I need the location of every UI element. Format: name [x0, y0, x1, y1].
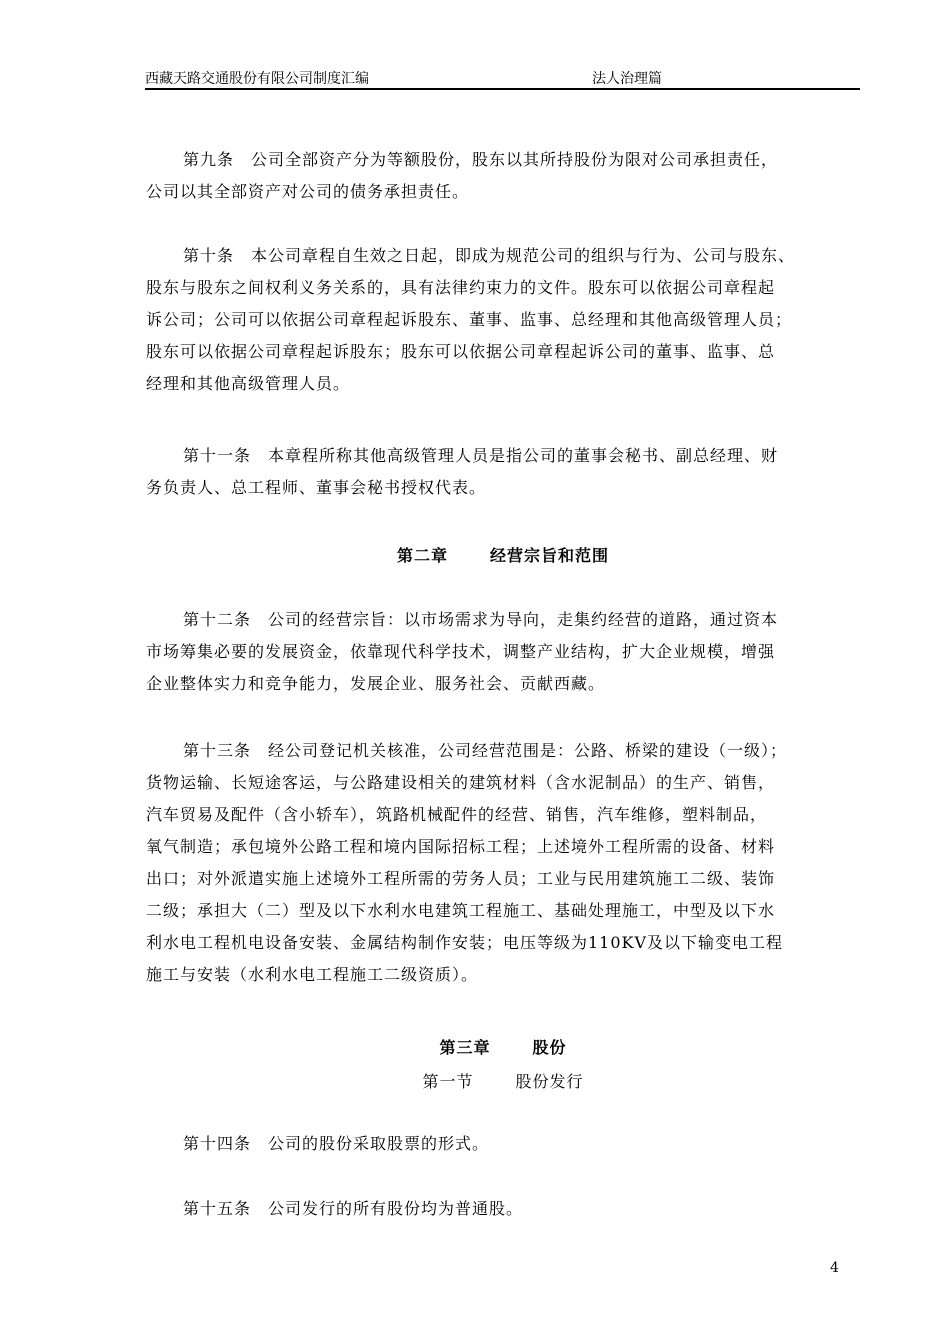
- section-1-number: 第一节: [422, 1072, 474, 1091]
- article-14-line: 第十四条 公司的股份采取股票的形式。: [183, 1134, 490, 1153]
- article-10-line: 股东与股东之间权利义务关系的，具有法律约束力的文件。股东可以依据公司章程起: [146, 278, 776, 297]
- page-header: [145, 68, 860, 90]
- article-10-line: 诉公司；公司可以依据公司章程起诉股东、董事、监事、总经理和其他高级管理人员；: [146, 310, 793, 329]
- article-10: [146, 240, 860, 400]
- article-11-line: 第十一条 本章程所称其他高级管理人员是指公司的董事会秘书、副总经理、财: [183, 446, 779, 465]
- chapter-3-title: 股份: [532, 1038, 567, 1057]
- article-13-line: 二级；承担大（二）型及以下水利水电建筑工程施工、基础处理施工，中型及以下水: [146, 901, 776, 920]
- article-15-line: 第十五条 公司发行的所有股份均为普通股。: [183, 1199, 524, 1218]
- article-10-line: 经理和其他高级管理人员。: [146, 374, 351, 393]
- article-12-line: 企业整体实力和竞争能力，发展企业、服务社会、贡献西藏。: [146, 674, 606, 693]
- chapter-2-number: 第二章: [396, 546, 448, 565]
- chapter-3-heading: [146, 1035, 860, 1058]
- article-13-line: 利水电工程机电设备安装、金属结构制作安装；电压等级为110KV及以下输变电工程: [146, 933, 784, 952]
- article-9: [146, 144, 860, 208]
- article-12-line: 市场筹集必要的发展资金，依靠现代科学技术，调整产业结构，扩大企业规模，增强: [146, 642, 776, 661]
- article-13-line: 出口；对外派遣实施上述境外工程所需的劳务人员；工业与民用建筑施工二级、装饰: [146, 869, 776, 888]
- article-12-line: 第十二条 公司的经营宗旨：以市场需求为导向，走集约经营的道路，通过资本: [183, 610, 779, 629]
- article-11-line: 务负责人、总工程师、董事会秘书授权代表。: [146, 478, 487, 497]
- article-13-line: 货物运输、长短途客运，与公路建设相关的建筑材料（含水泥制品）的生产、销售，: [146, 773, 776, 792]
- article-9-line: 公司以其全部资产对公司的债务承担责任。: [146, 182, 470, 201]
- article-13-line: 氧气制造；承包境外公路工程和境内国际招标工程；上述境外工程所需的设备、材料: [146, 837, 776, 856]
- article-13-line: 施工与安装（水利水电工程施工二级资质）。: [146, 965, 479, 984]
- article-13-line: 第十三条 经公司登记机关核准，公司经营范围是：公路、桥梁的建设（一级）；: [183, 741, 788, 760]
- article-15: [146, 1193, 860, 1225]
- chapter-2-title: 经营宗旨和范围: [490, 546, 610, 565]
- article-10-line: 股东可以依据公司章程起诉股东；股东可以依据公司章程起诉公司的董事、监事、总: [146, 342, 776, 361]
- article-14: [146, 1128, 860, 1160]
- article-9-line: 第九条 公司全部资产分为等额股份，股东以其所持股份为限对公司承担责任，: [183, 150, 779, 169]
- article-12: [146, 604, 860, 700]
- article-13: [146, 735, 860, 991]
- header-company-title: 西藏天路交通股份有限公司制度汇编: [145, 71, 369, 87]
- section-1-heading: [146, 1069, 860, 1092]
- section-1-title: 股份发行: [515, 1072, 584, 1091]
- header-section-title: 法人治理篇: [592, 71, 662, 87]
- article-10-line: 第十条 本公司章程自生效之日起，即成为规范公司的组织与行为、公司与股东、: [183, 246, 796, 265]
- article-11: [146, 440, 860, 504]
- page-number: 4: [830, 1260, 839, 1276]
- article-13-line: 汽车贸易及配件（含小轿车），筑路机械配件的经营、销售，汽车维修，塑料制品，: [146, 805, 768, 824]
- chapter-2-heading: [146, 543, 860, 566]
- chapter-3-number: 第三章: [439, 1038, 491, 1057]
